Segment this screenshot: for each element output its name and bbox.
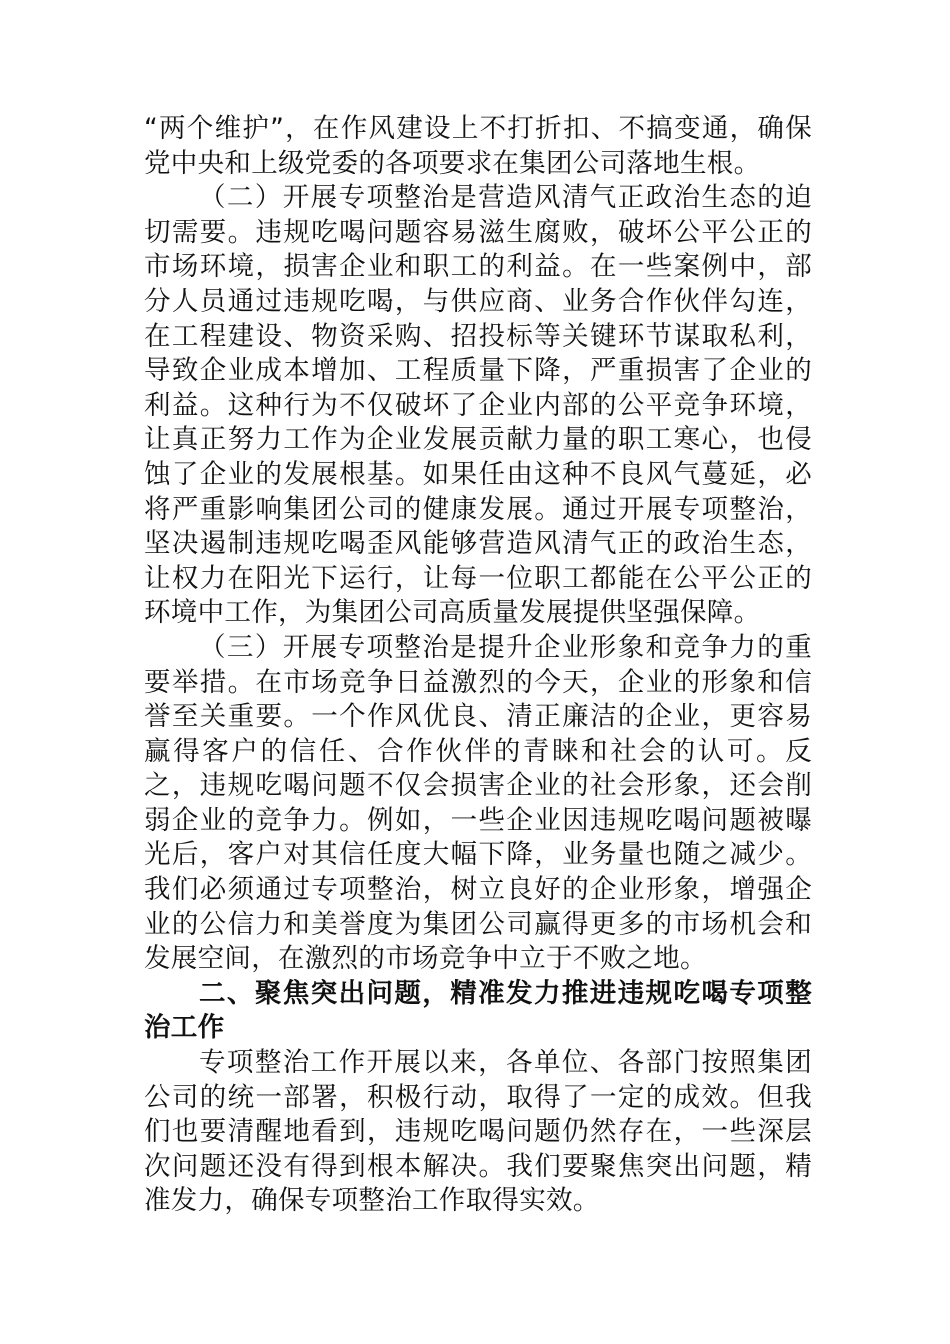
paragraph-section-3: （三）开展专项整治是提升企业形象和竞争力的重要举措。在市场竞争日益激烈的今天，企业的形象和信誉至关重要。一个作风优良、清正廉洁的企业，更容易赢得客户的信任、合作伙伴的青睐和社会的认可。反之，违规吃喝问题不仅会损害企业的社会形象，还会削弱企业的竞争力。例如，一些企业因违规吃喝问题被曝光后，客户对其信任度大幅下降，业务量也随之减少。我们必须通过专项整治，树立良好的企业形象，增强企业的公信力和美誉度为集团公司赢得更多的市场机会和发展空间，在激烈的市场竞争中立于不败之地。	[144, 631, 812, 975]
paragraph-body-2: 专项整治工作开展以来，各单位、各部门按照集团公司的统一部署，积极行动，取得了一定的成效。但我们也要清醒地看到，违规吃喝问题仍然存在，一些深层次问题还没有得到根本解决。我们要聚焦突出问题，精准发力，确保专项整治工作取得实效。	[144, 1047, 812, 1217]
document-page	[144, 112, 812, 1219]
paragraph-continuation: “两个维护”，在作风建设上不打折扣、不搞变通，确保党中央和上级党委的各项要求在集团公司落地生根。	[144, 113, 812, 179]
section-heading-2: 二、聚焦突出问题，精准发力推进违规吃喝专项整治工作	[144, 977, 812, 1044]
paragraph-section-2: （二）开展专项整治是营造风清气正政治生态的迫切需要。违规吃喝问题容易滋生腐败，破坏公平公正的市场环境，损害企业和职工的利益。在一些案例中，部分人员通过违规吃喝，与供应商、业务合作伙伴勾连，在工程建设、物资采购、招投标等关键环节谋取私利，导致企业成本增加、工程质量下降，严重损害了企业的利益。这种行为不仅破坏了企业内部的公平竞争环境，让真正努力工作为企业发展贡献力量的职工寒心，也侵蚀了企业的发展根基。如果任由这种不良风气蔓延，必将严重影响集团公司的健康发展。通过开展专项整治，坚决遏制违规吃喝歪风能够营造风清气正的政治生态，让权力在阳光下运行，让每一位职工都能在公平公正的环境中工作，为集团公司高质量发展提供坚强保障。	[144, 182, 812, 629]
